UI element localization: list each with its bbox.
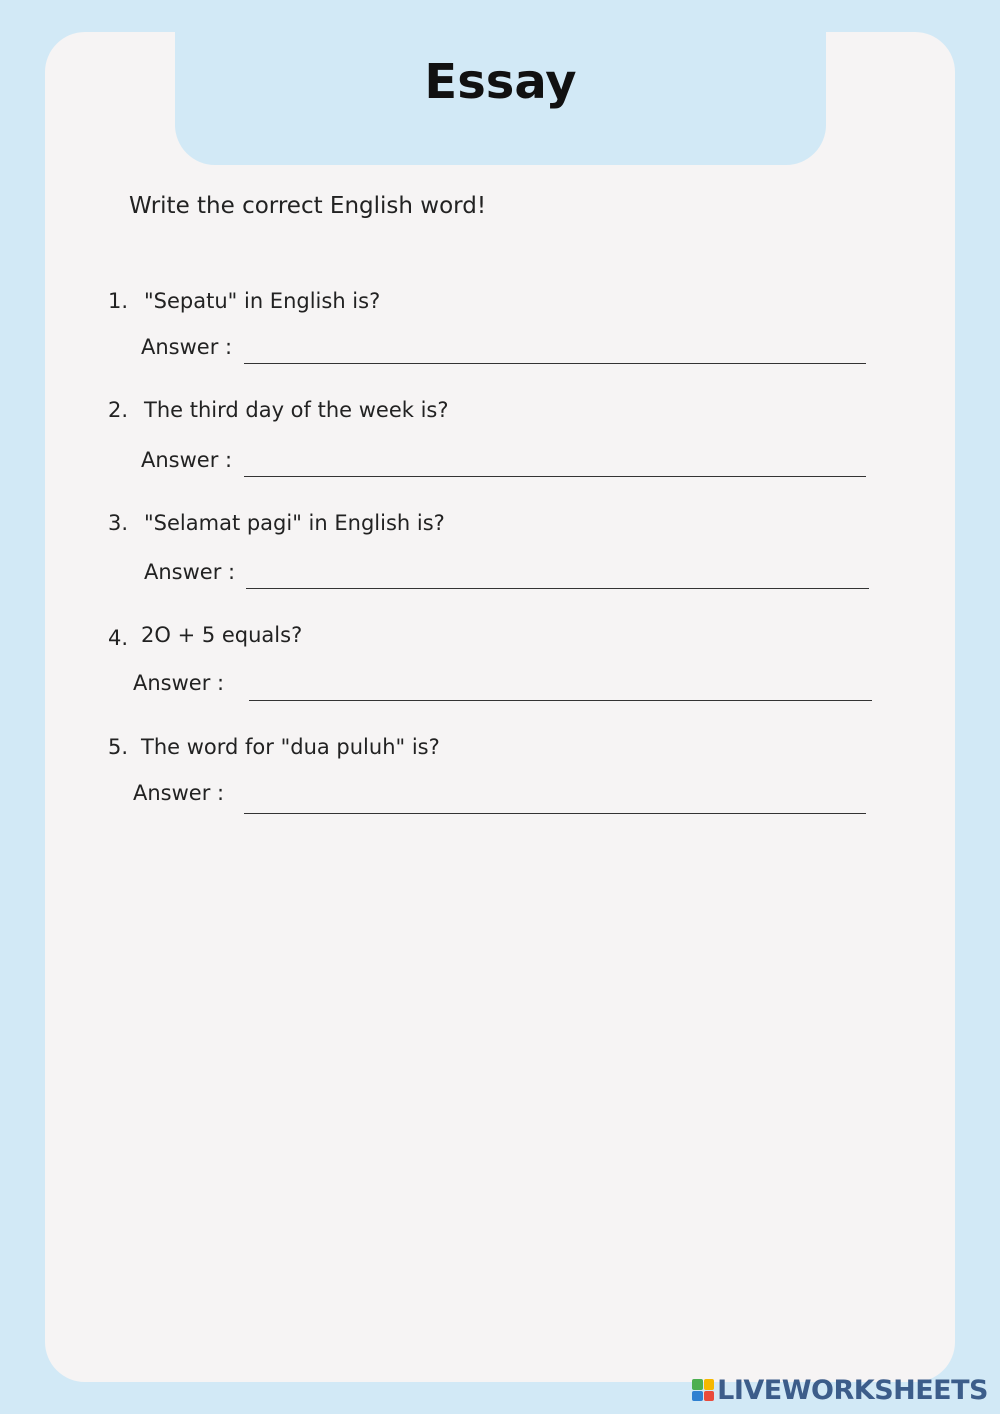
question-text: The third day of the week is?	[144, 398, 449, 422]
question-number: 5.	[108, 735, 129, 759]
answer-field[interactable]	[246, 588, 869, 589]
liveworksheets-logo-icon	[692, 1379, 714, 1401]
answer-field[interactable]	[244, 476, 866, 477]
worksheet-page	[45, 32, 955, 1382]
answer-label: Answer :	[144, 560, 236, 584]
answer-field[interactable]	[244, 363, 866, 364]
question-text: "Selamat pagi" in English is?	[144, 511, 445, 535]
question-number: 2.	[108, 398, 129, 422]
answer-field[interactable]	[249, 700, 872, 701]
answer-label: Answer :	[133, 671, 225, 695]
question-text: The word for "dua puluh" is?	[141, 735, 440, 759]
instruction-text: Write the correct English word!	[129, 193, 487, 219]
liveworksheets-brand	[692, 1374, 988, 1406]
question-number: 1.	[108, 289, 129, 313]
answer-label: Answer :	[141, 448, 233, 472]
answer-label: Answer :	[141, 335, 233, 359]
question-number: 4.	[108, 626, 129, 650]
page-title: Essay	[424, 54, 577, 110]
brand-name: LIVEWORKSHEETS	[717, 1374, 988, 1406]
question-text: 2O + 5 equals?	[141, 623, 303, 647]
answer-field[interactable]	[244, 813, 866, 814]
question-number: 3.	[108, 511, 129, 535]
question-text: "Sepatu" in English is?	[144, 289, 381, 313]
answer-label: Answer :	[133, 781, 225, 805]
